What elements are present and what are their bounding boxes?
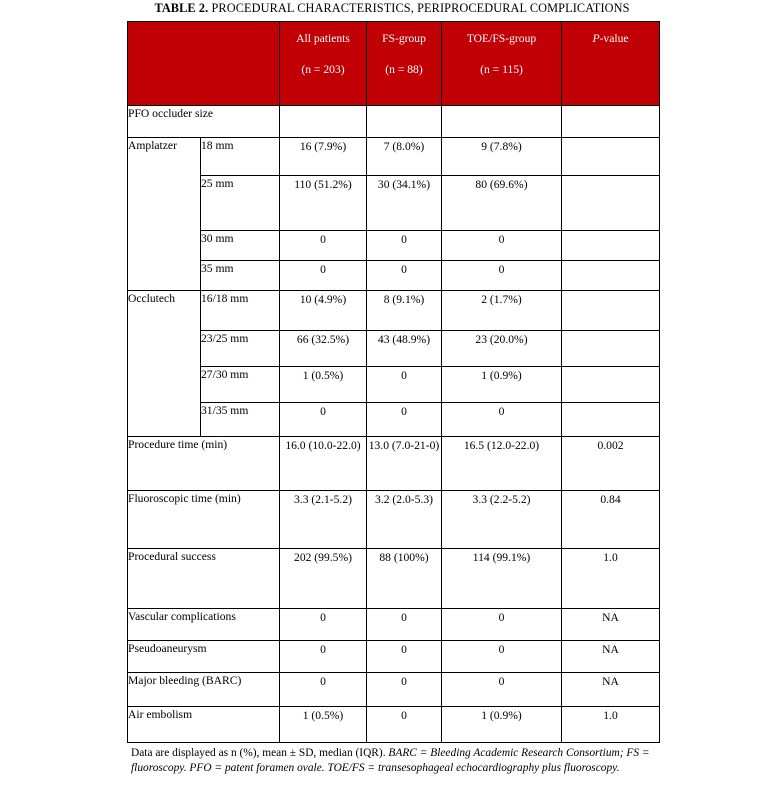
cell-all-amplatzer-30mm: 0 (280, 231, 367, 261)
cell-all-procedure-time: 16.0 (10.0-22.0) (280, 437, 367, 491)
table-row (128, 367, 660, 403)
table-row (128, 331, 660, 367)
header-p-value-italic: P (592, 32, 600, 45)
group-label-amplatzer: Amplatzer (128, 138, 201, 291)
table-row (128, 291, 660, 331)
row-label-procedure-time: Procedure time (min) (128, 437, 280, 491)
table-row (128, 641, 660, 673)
table-row (128, 231, 660, 261)
header-toefs-group-n: (n = 115) (480, 63, 523, 76)
cell-p-procedure-time: 0.002 (562, 437, 660, 491)
cell-toefs-major-bleeding-barc: 0 (442, 673, 562, 707)
cell-all-air-embolism: 1 (0.5%) (280, 707, 367, 743)
row-label-pfo-occluder-size: PFO occluder size (128, 106, 280, 138)
row-label-fluoroscopic-time: Fluoroscopic time (min) (128, 491, 280, 549)
cell-p-amplatzer-35mm (562, 261, 660, 291)
cell-toefs-procedural-success: 114 (99.1%) (442, 549, 562, 609)
header-cell-p-value (562, 22, 660, 106)
header-all-patients-n: (n = 203) (301, 63, 345, 76)
cell-all-pfo-occluder-size (280, 106, 367, 138)
cell-fs-amplatzer-18mm: 7 (8.0%) (367, 138, 442, 176)
cell-all-amplatzer-35mm: 0 (280, 261, 367, 291)
cell-fs-pseudoaneurysm: 0 (367, 641, 442, 673)
cell-fs-pfo-occluder-size (367, 106, 442, 138)
cell-p-occlutech-16-18mm (562, 291, 660, 331)
cell-toefs-fluoroscopic-time: 3.3 (2.2-5.2) (442, 491, 562, 549)
cell-all-amplatzer-18mm: 16 (7.9%) (280, 138, 367, 176)
table-row (128, 261, 660, 291)
table-row (128, 549, 660, 609)
cell-toefs-occlutech-27-30mm: 1 (0.9%) (442, 367, 562, 403)
procedural-characteristics-table (127, 21, 660, 743)
table-row (128, 176, 660, 231)
cell-p-fluoroscopic-time: 0.84 (562, 491, 660, 549)
table-title (0, 1, 784, 15)
cell-all-occlutech-23-25mm: 66 (32.5%) (280, 331, 367, 367)
table-container (127, 21, 659, 743)
cell-toefs-occlutech-16-18mm: 2 (1.7%) (442, 291, 562, 331)
table-row (128, 403, 660, 437)
cell-toefs-procedure-time: 16.5 (12.0-22.0) (442, 437, 562, 491)
cell-fs-occlutech-23-25mm: 43 (48.9%) (367, 331, 442, 367)
table-body (128, 106, 660, 743)
cell-toefs-amplatzer-30mm: 0 (442, 231, 562, 261)
table-footnote (131, 746, 671, 775)
cell-all-amplatzer-25mm: 110 (51.2%) (280, 176, 367, 231)
row-label-procedural-success: Procedural success (128, 549, 280, 609)
cell-p-amplatzer-30mm (562, 231, 660, 261)
cell-p-procedural-success: 1.0 (562, 549, 660, 609)
row-label-occlutech-31-35mm: 31/35 mm (201, 403, 280, 437)
cell-toefs-amplatzer-35mm: 0 (442, 261, 562, 291)
row-label-occlutech-27-30mm: 27/30 mm (201, 367, 280, 403)
table-row (128, 138, 660, 176)
cell-toefs-occlutech-23-25mm: 23 (20.0%) (442, 331, 562, 367)
header-p-value-name (562, 32, 659, 45)
header-toefs-group-name: TOE/FS-group (466, 32, 537, 45)
footnote-plain-text: Data are displayed as n (%), mean ± SD, median (IQR). (131, 747, 389, 759)
cell-p-occlutech-31-35mm (562, 403, 660, 437)
cell-toefs-vascular-complications: 0 (442, 609, 562, 641)
table-row (128, 609, 660, 641)
cell-all-major-bleeding-barc: 0 (280, 673, 367, 707)
footnote-italic-text: BARC = Bleeding Academic Research Consortium; FS = fluoroscopy. PFO = patent foramen ovale. TOE/FS = transesophageal echocardiography plus fluoroscopy. (131, 747, 650, 774)
row-label-vascular-complications: Vascular complications (128, 609, 280, 641)
cell-p-amplatzer-25mm (562, 176, 660, 231)
header-fs-group-n: (n = 88) (385, 63, 423, 76)
header-cell-fs-group (367, 22, 442, 106)
cell-fs-procedure-time: 13.0 (7.0-21-0) (367, 437, 442, 491)
cell-fs-vascular-complications: 0 (367, 609, 442, 641)
group-label-occlutech: Occlutech (128, 291, 201, 437)
row-label-amplatzer-25mm: 25 mm (201, 176, 280, 231)
header-all-patients-name: All patients (296, 32, 350, 45)
table-row (128, 673, 660, 707)
cell-all-occlutech-27-30mm: 1 (0.5%) (280, 367, 367, 403)
row-label-amplatzer-30mm: 30 mm (201, 231, 280, 261)
row-label-air-embolism: Air embolism (128, 707, 280, 743)
row-label-occlutech-16-18mm: 16/18 mm (201, 291, 280, 331)
cell-toefs-pseudoaneurysm: 0 (442, 641, 562, 673)
cell-all-fluoroscopic-time: 3.3 (2.1-5.2) (280, 491, 367, 549)
cell-p-amplatzer-18mm (562, 138, 660, 176)
header-fs-group-name: FS-group (382, 32, 426, 45)
cell-fs-procedural-success: 88 (100%) (367, 549, 442, 609)
cell-all-procedural-success: 202 (99.5%) (280, 549, 367, 609)
cell-all-pseudoaneurysm: 0 (280, 641, 367, 673)
cell-toefs-amplatzer-18mm: 9 (7.8%) (442, 138, 562, 176)
cell-fs-fluoroscopic-time: 3.2 (2.0-5.3) (367, 491, 442, 549)
table-row (128, 437, 660, 491)
table-row (128, 106, 660, 138)
cell-p-pseudoaneurysm: NA (562, 641, 660, 673)
cell-p-occlutech-27-30mm (562, 367, 660, 403)
cell-fs-air-embolism: 0 (367, 707, 442, 743)
header-cell-all-patients (280, 22, 367, 106)
cell-toefs-occlutech-31-35mm: 0 (442, 403, 562, 437)
cell-fs-amplatzer-25mm: 30 (34.1%) (367, 176, 442, 231)
table-title-caption: PROCEDURAL CHARACTERISTICS, PERIPROCEDURAL COMPLICATIONS (208, 1, 630, 15)
row-label-pseudoaneurysm: Pseudoaneurysm (128, 641, 280, 673)
cell-fs-occlutech-27-30mm: 0 (367, 367, 442, 403)
cell-fs-amplatzer-30mm: 0 (367, 231, 442, 261)
cell-all-occlutech-31-35mm: 0 (280, 403, 367, 437)
header-cell-toefs-group (442, 22, 562, 106)
row-label-amplatzer-35mm: 35 mm (201, 261, 280, 291)
cell-toefs-pfo-occluder-size (442, 106, 562, 138)
table-title-label: TABLE 2. (154, 1, 209, 15)
cell-p-pfo-occluder-size (562, 106, 660, 138)
header-cell-rowlabel (128, 22, 280, 106)
cell-toefs-amplatzer-25mm: 80 (69.6%) (442, 176, 562, 231)
cell-fs-amplatzer-35mm: 0 (367, 261, 442, 291)
cell-all-vascular-complications: 0 (280, 609, 367, 641)
row-label-amplatzer-18mm: 18 mm (201, 138, 280, 176)
cell-toefs-air-embolism: 1 (0.9%) (442, 707, 562, 743)
cell-p-major-bleeding-barc: NA (562, 673, 660, 707)
row-label-major-bleeding-barc: Major bleeding (BARC) (128, 673, 280, 707)
cell-p-occlutech-23-25mm (562, 331, 660, 367)
cell-p-vascular-complications: NA (562, 609, 660, 641)
row-label-occlutech-23-25mm: 23/25 mm (201, 331, 280, 367)
table-row (128, 707, 660, 743)
table-header-row (128, 22, 660, 106)
cell-fs-occlutech-31-35mm: 0 (367, 403, 442, 437)
cell-fs-major-bleeding-barc: 0 (367, 673, 442, 707)
header-p-value-rest: -value (599, 32, 629, 45)
cell-fs-occlutech-16-18mm: 8 (9.1%) (367, 291, 442, 331)
table-row (128, 491, 660, 549)
cell-all-occlutech-16-18mm: 10 (4.9%) (280, 291, 367, 331)
cell-p-air-embolism: 1.0 (562, 707, 660, 743)
